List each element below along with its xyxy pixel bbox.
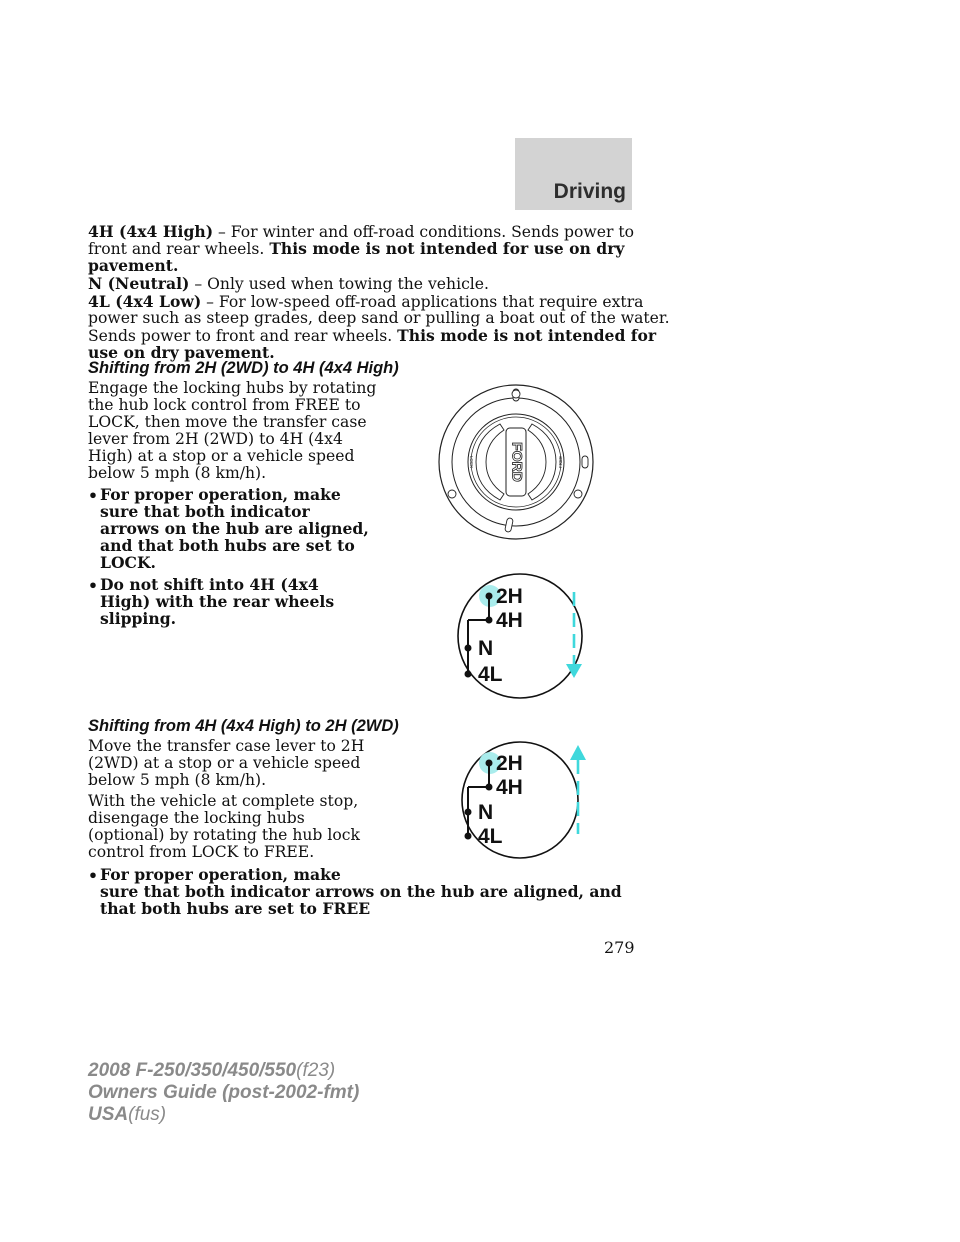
footer-line bbox=[88, 1104, 359, 1126]
text: – For winter and off-road conditions. Sends power to bbox=[213, 223, 635, 241]
text: – For low-speed off-road applications that require extra bbox=[201, 293, 644, 311]
position-label-n: N bbox=[478, 637, 494, 660]
section1-heading: Shifting from 2H (2WD) to 4H (4x4 High) bbox=[88, 359, 399, 377]
section1-para-line: LOCK, then move the transfer case bbox=[88, 413, 367, 431]
bullet-dot: • bbox=[88, 576, 98, 595]
term-neutral: N (Neutral) bbox=[88, 274, 190, 293]
hub-notch-right bbox=[582, 456, 588, 468]
warning-text: This mode is not intended for use on dry bbox=[269, 239, 625, 258]
position-label-4h: 4H bbox=[496, 776, 523, 799]
page-number: 279 bbox=[604, 938, 635, 957]
section2-para2-line: (optional) by rotating the hub lock bbox=[88, 826, 360, 844]
footer-line bbox=[88, 1082, 359, 1104]
section1-bullet1-line: arrows on the hub are aligned, bbox=[100, 519, 369, 538]
section1-bullet1-line: and that both hubs are set to bbox=[100, 536, 355, 555]
section2-para2-line: control from LOCK to FREE. bbox=[88, 843, 315, 861]
term-4h: 4H (4x4 High) bbox=[88, 222, 214, 241]
position-label-2h: 2H bbox=[496, 752, 523, 775]
position-label-4h: 4H bbox=[496, 609, 523, 632]
section2-para1-line: below 5 mph (8 km/h). bbox=[88, 771, 267, 789]
footer-market-code: (fus) bbox=[128, 1104, 167, 1125]
arrow-up-icon bbox=[570, 745, 586, 760]
section1-bullet2-line: slipping. bbox=[100, 609, 177, 628]
section1-para-line: lever from 2H (2WD) to 4H (4x4 bbox=[88, 430, 343, 448]
bullet-dot: • bbox=[88, 486, 98, 505]
section1-para-line: High) at a stop or a vehicle speed bbox=[88, 447, 355, 465]
lock-mark: LOCK bbox=[469, 455, 474, 469]
section1-bullet2-line: High) with the rear wheels bbox=[100, 592, 335, 611]
position-label-4l: 4L bbox=[478, 663, 503, 686]
shift-pattern-diagram-2 bbox=[430, 736, 610, 866]
hub-bolt bbox=[512, 390, 520, 398]
section2-bullet-line: sure that both indicator arrows on the hub are aligned, and bbox=[100, 882, 622, 901]
section1-para-line: below 5 mph (8 km/h). bbox=[88, 464, 267, 482]
text: front and rear wheels. bbox=[88, 240, 270, 258]
section1-bullet2-line: Do not shift into 4H (4x4 bbox=[100, 575, 319, 594]
footer-code: (f23) bbox=[296, 1060, 336, 1081]
section1-bullet1-line: For proper operation, make bbox=[100, 485, 341, 504]
section-header bbox=[515, 138, 632, 210]
hub-bolt bbox=[574, 490, 582, 498]
section-title: Driving bbox=[553, 180, 626, 203]
section2-para1-line: Move the transfer case lever to 2H bbox=[88, 737, 365, 755]
section2-para1-line: (2WD) at a stop or a vehicle speed bbox=[88, 754, 361, 772]
footer-guide: Owners Guide (post-2002-fmt) bbox=[88, 1082, 360, 1103]
warning-text: This mode is not intended for bbox=[397, 326, 657, 345]
intro-4l-line2: power such as steep grades, deep sand or pulling a boat out of the water. bbox=[88, 309, 670, 327]
hub-bolt bbox=[448, 490, 456, 498]
position-label-n: N bbox=[478, 801, 494, 824]
intro-neutral bbox=[88, 275, 489, 294]
section2-para2-line: With the vehicle at complete stop, bbox=[88, 792, 359, 810]
ford-logo: FORD bbox=[509, 442, 526, 482]
document-footer bbox=[88, 1060, 359, 1126]
term-4l: 4L (4x4 Low) bbox=[88, 292, 202, 311]
section2-bullet-line: For proper operation, make bbox=[100, 865, 341, 884]
footer-market: USA bbox=[88, 1104, 129, 1125]
bullet-dot: • bbox=[88, 866, 98, 885]
intro-4l-line4: use on dry pavement. bbox=[88, 343, 275, 362]
section2-heading: Shifting from 4H (4x4 High) to 2H (2WD) bbox=[88, 717, 399, 735]
section2-bullet-line: that both hubs are set to FREE bbox=[100, 899, 371, 918]
section1-para-line: Engage the locking hubs by rotating bbox=[88, 379, 377, 397]
text: Sends power to front and rear wheels. bbox=[88, 327, 398, 345]
section1-para-line: the hub lock control from FREE to bbox=[88, 396, 361, 414]
section1-bullet1-line: LOCK. bbox=[100, 553, 156, 572]
position-label-2h: 2H bbox=[496, 585, 523, 608]
intro-4h-line3: pavement. bbox=[88, 256, 179, 275]
text: – Only used when towing the vehicle. bbox=[189, 275, 489, 293]
section2-para2-line: disengage the locking hubs bbox=[88, 809, 305, 827]
shift-pattern-diagram-1 bbox=[430, 570, 610, 705]
position-label-4l: 4L bbox=[478, 825, 503, 848]
footer-model: 2008 F-250/350/450/550 bbox=[88, 1060, 297, 1081]
section1-bullet1-line: sure that both indicator bbox=[100, 502, 310, 521]
free-mark: FREE bbox=[558, 455, 563, 469]
footer-line bbox=[88, 1060, 359, 1082]
hub-lock-dial-illustration bbox=[430, 382, 600, 542]
